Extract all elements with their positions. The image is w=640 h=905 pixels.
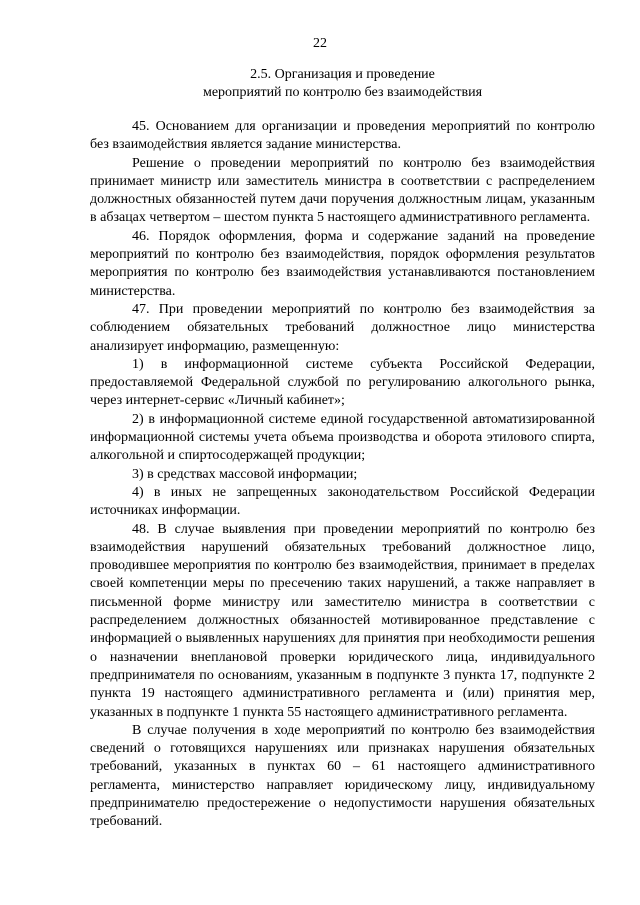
list-item-2: 2) в информационной системе единой государственной автоматизированной информационной системы учета объема производства и оборота этилового спирта, алкогольной и спиртосодержащей продукции; [90, 411, 595, 464]
list-item-3: 3) в средствах массовой информации; [132, 466, 358, 482]
paragraph-47: 47. При проведении мероприятий по контролю без взаимодействия за соблюдением обязательных требований должностное лицо министерства анализирует информацию, размещенную: [90, 301, 595, 354]
list-item-4: 4) в иных не запрещенных законодательством Российской Федерации источниках информации. [90, 484, 595, 519]
section-heading-line-1: 2.5. Организация и проведение [250, 67, 435, 82]
list-item-1: 1) в информационной системе субъекта Российской Федерации, предоставляемой Федеральной службой по регулированию алкогольного рынка, через интернет-сервис «Личный кабинет»; [90, 356, 595, 409]
paragraph-decision: Решение о проведении мероприятий по контролю без взаимодействия принимает министр или заместитель министра в соответствии с распределением должностных обязанностей путем дачи поручения должностным лицам, указанным в абзацах четвертом – шестом пункта 5 настоящего административного регламента. [90, 155, 595, 226]
paragraph-45: 45. Основанием для организации и проведения мероприятий по контролю без взаимодействия является задание министерства. [90, 119, 595, 153]
page-number: 22 [313, 36, 327, 51]
paragraph-warning: В случае получения в ходе мероприятий по контролю без взаимодействия сведений о готовящихся нарушениях или признаках нарушения обязательных требований, указанных в пунктах 60 – 61 настоящего административного регламента, министерство направляет юридическому лицу, индивидуальному предпринимателю предостережение о недопустимости нарушения обязательных требований. [90, 722, 595, 830]
document-body [90, 118, 595, 832]
section-heading [90, 66, 595, 102]
paragraph-48: 48. В случае выявления при проведении мероприятий по контролю без взаимодействия нарушений обязательных требований должностное лицо, проводившее мероприятия по контролю без взаимодействия, принимает в пределах своей компетенции меры по пресечению таких нарушений, а также направляет в письменной форме министру или заместителю министра в соответствии с распределением должностных обязанностей мотивированное представление с информацией о выявленных нарушениях для принятия при необходимости решения о назначении внеплановой проверки юридического лица, индивидуального предпринимателя по основаниям, указанным в подпункте 3 пункта 17, подпункте 2 пункта 19 настоящего административного регламента и (или) принятия мер, указанных в подпункте 1 пункта 55 настоящего административного регламента. [90, 521, 595, 720]
paragraph-46: 46. Порядок оформления, форма и содержание заданий на проведение мероприятий по контролю без взаимодействия, порядок оформления результатов мероприятия по контролю без взаимодействия устанавливаются постановлением министерства. [90, 228, 595, 299]
section-heading-line-2: мероприятий по контролю без взаимодействия [202, 85, 483, 100]
